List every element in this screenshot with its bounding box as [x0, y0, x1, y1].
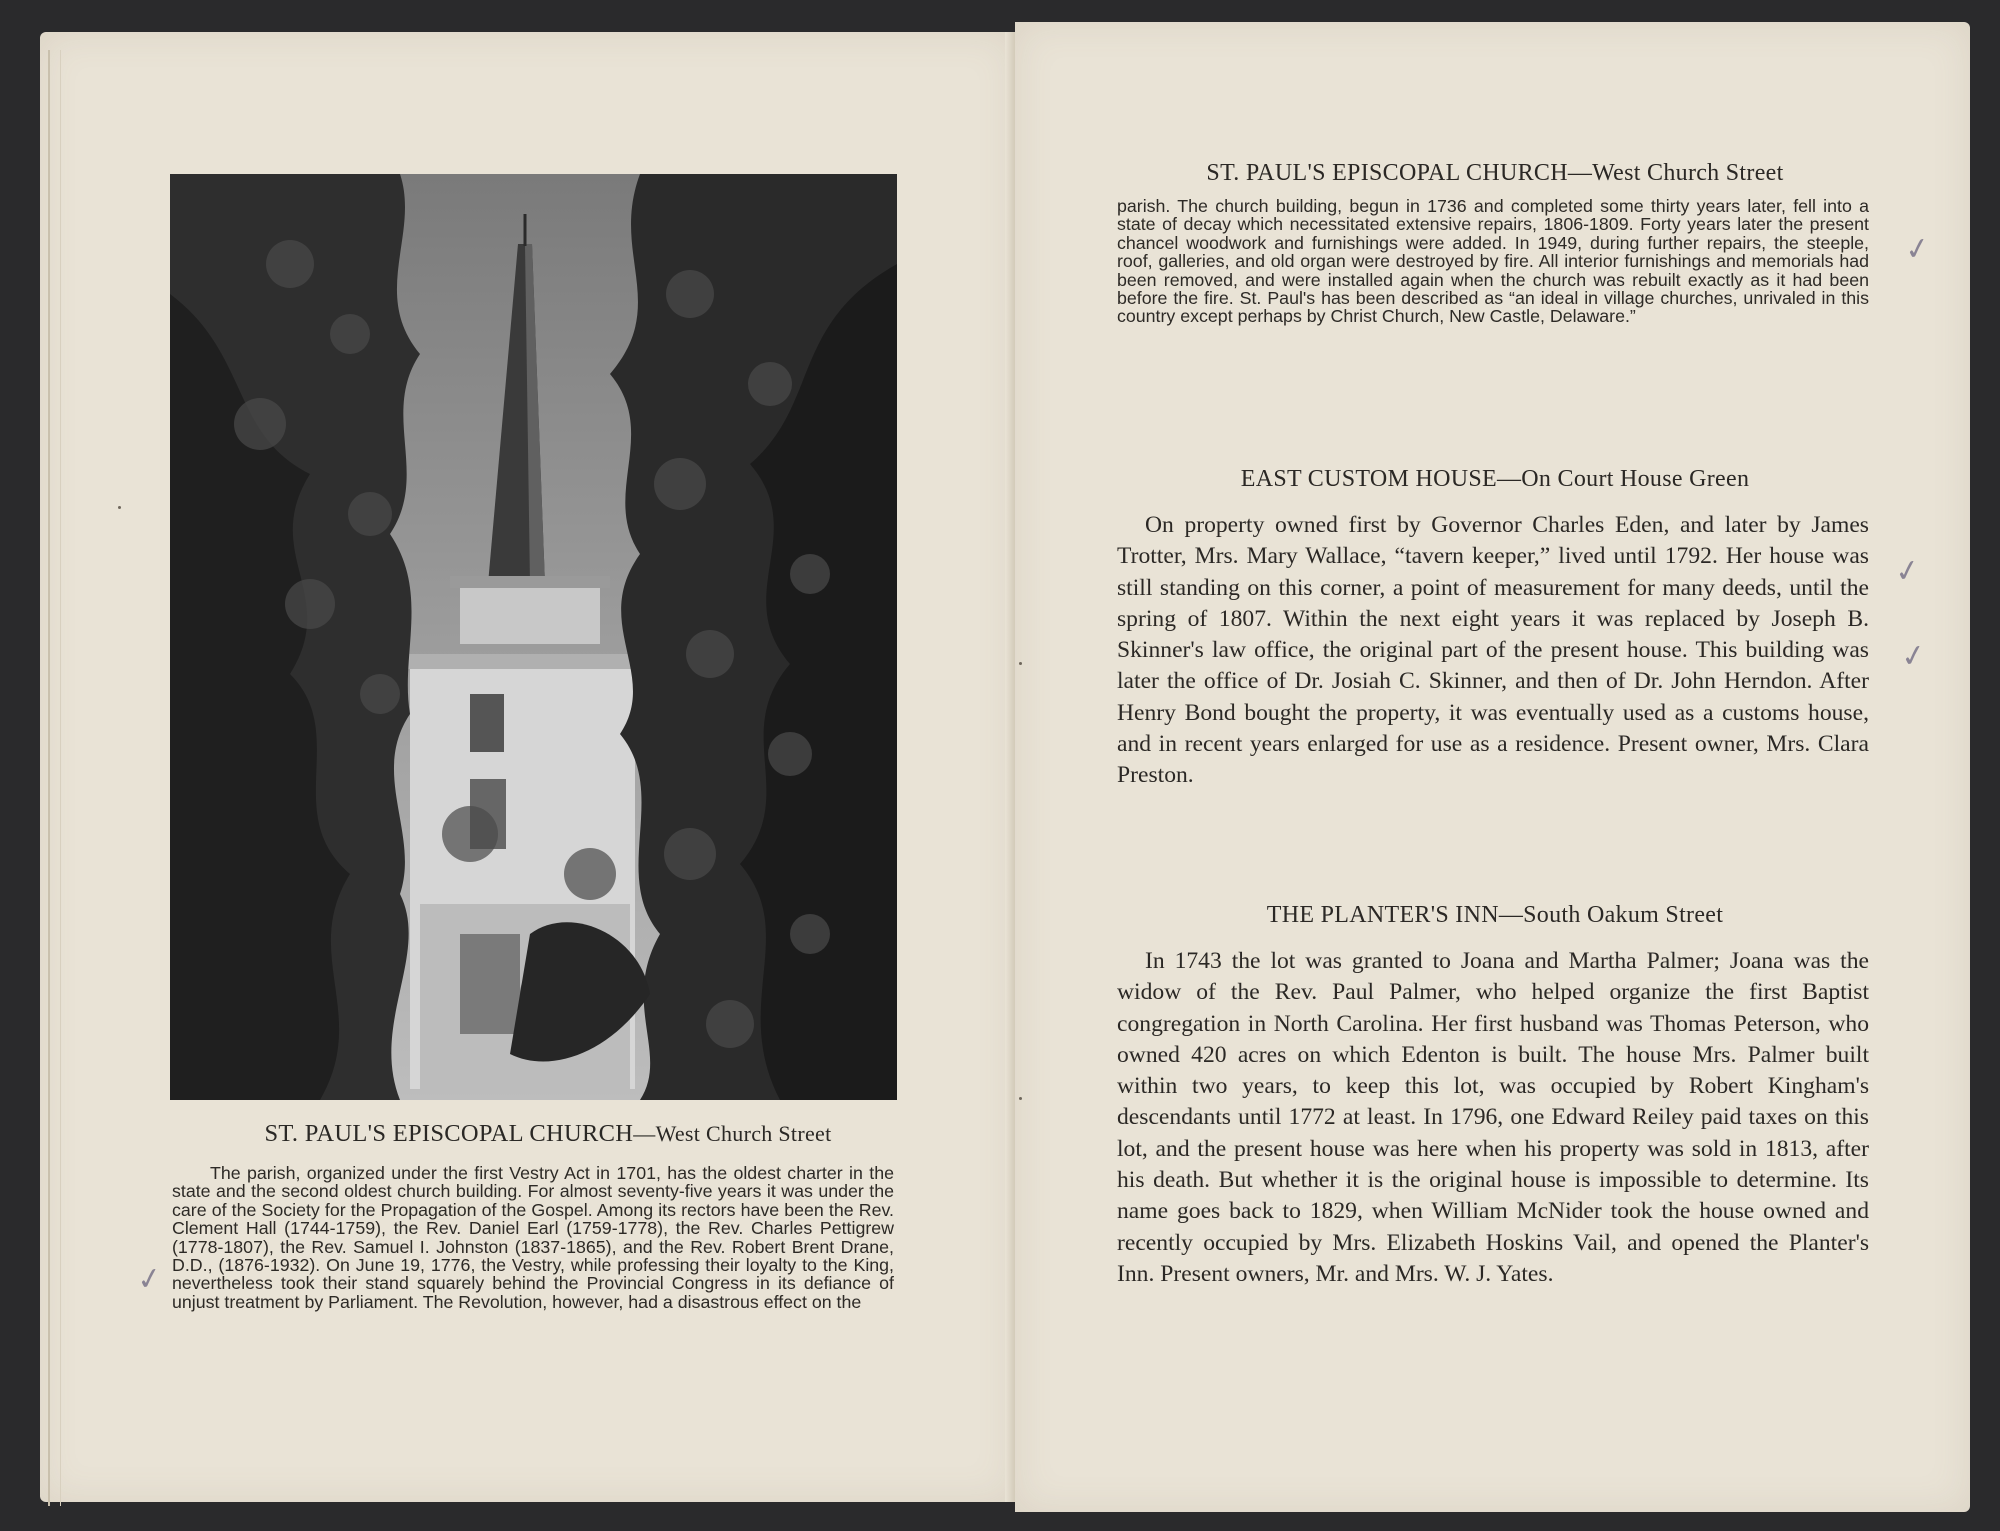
pencil-check-mark: ✓ — [1892, 552, 1923, 591]
section-heading-planters-inn — [1115, 902, 1875, 929]
st-pauls-continued-text — [1117, 197, 1869, 326]
heading-name: EAST CUSTOM HOUSE — [1240, 466, 1497, 492]
planters-inn-paragraph: In 1743 the lot was granted to Joana and Martha Palmer; Joana was the widow of the Rev. Paul Palmer, who helped organize the first Baptist congregation in North Carolina. Her first husband was Thomas Peterson, who owned 420 acres on which Edenton is built. The house Mrs. Palmer built within two years, to keep this lot, was occupied by Robert Kingham's descendants until 1772 at least. In 1796, one Edward Reiley paid taxes on this lot, and the present house was here when his property was sold in 1813, after his death. But whether it is the original house is impossible to determine. Its name goes back to 1829, when William McNider took the house owned and recently occupied by Mrs. Elizabeth Hoskins Vail, and opened the Planter's Inn. Present owners, Mr. and Mrs. W. J. Yates. — [1117, 948, 1869, 1287]
right-page — [1015, 22, 1970, 1512]
pencil-check-mark: ✓ — [134, 1260, 165, 1299]
planters-inn-text — [1117, 946, 1869, 1290]
pencil-check-mark: ✓ — [1902, 230, 1933, 269]
paper-speck — [118, 506, 121, 509]
pencil-check-mark: ✓ — [1898, 637, 1929, 676]
photo-caption — [158, 1120, 938, 1148]
binding-hole — [1019, 662, 1022, 665]
section-heading-st-pauls — [1115, 160, 1875, 187]
heading-location: —On Court House Green — [1497, 466, 1750, 492]
st-pauls-paragraph: parish. The church building, begun in 1736 and completed some thirty years later, fell into a state of decay which necessitated extensive repairs, 1806-1809. Forty years later the present chancel woodwork and furnishings were added. In 1949, during further repairs, the steeple, roof, galleries, and old organ were destroyed by fire. All interior furnishings and memorials had been removed, and were installed again when the church was rebuilt exactly as it had been before the fire. St. Paul's has been described as “an ideal in village churches, unrivaled in this country except perhaps by Christ Church, New Castle, Delaware.” — [1117, 196, 1869, 327]
open-booklet — [40, 22, 1970, 1512]
church-photo-illustration — [170, 174, 897, 1100]
east-custom-house-paragraph: On property owned first by Governor Charles Eden, and later by James Trotter, Mrs. Mary Wallace, “tavern keeper,” lived until 1792. Her house was still standing on this corner, a point of measurement for many deeds, until the spring of 1807. Within the next eight years it was replaced by Joseph B. Skinner's law office, the original part of the present house. This building was later the office of Dr. Josiah C. Skinner, and then of Dr. John Herndon. After Henry Bond bought the property, it was eventually used as a customs house, and in recent years enlarged for use as a residence. Present owner, Mrs. Clara Preston. — [1117, 512, 1869, 789]
east-custom-house-text — [1117, 510, 1869, 792]
heading-name: ST. PAUL'S EPISCOPAL CHURCH — [1206, 160, 1568, 186]
left-page-text — [172, 1164, 894, 1311]
left-page — [40, 32, 1015, 1502]
caption-location: —West Church Street — [633, 1121, 832, 1146]
heading-name: THE PLANTER'S INN — [1266, 902, 1499, 928]
heading-location: —West Church Street — [1567, 160, 1784, 186]
page-edge-stack — [48, 50, 61, 1506]
left-page-paragraph: The parish, organized under the first Vestry Act in 1701, has the oldest charter in the state and the second oldest church building. For almost seventy-five years it was under the care of the Society for the Propagation of the Gospel. Among its rectors have been the Rev. Clement Hall (1744-1759), the Rev. Daniel Earl (1759-1778), the Rev. Charles Pettigrew (1778-1807), the Rev. Samuel I. Johnston (1837-1865), and the Rev. Robert Brent Drane, D.D., (1876-1932). On June 19, 1776, the Vestry, while professing their loyalty to the King, nevertheless took their stand squarely behind the Provincial Congress in its defiance of unjust treatment by Parliament. The Revolution, however, had a disastrous effect on the — [172, 1163, 894, 1312]
caption-name: ST. PAUL'S EPISCOPAL CHURCH — [264, 1120, 634, 1147]
church-photograph — [170, 174, 897, 1100]
section-heading-east-custom-house — [1115, 466, 1875, 493]
heading-location: —South Oakum Street — [1498, 902, 1724, 928]
binding-hole — [1019, 1097, 1022, 1100]
